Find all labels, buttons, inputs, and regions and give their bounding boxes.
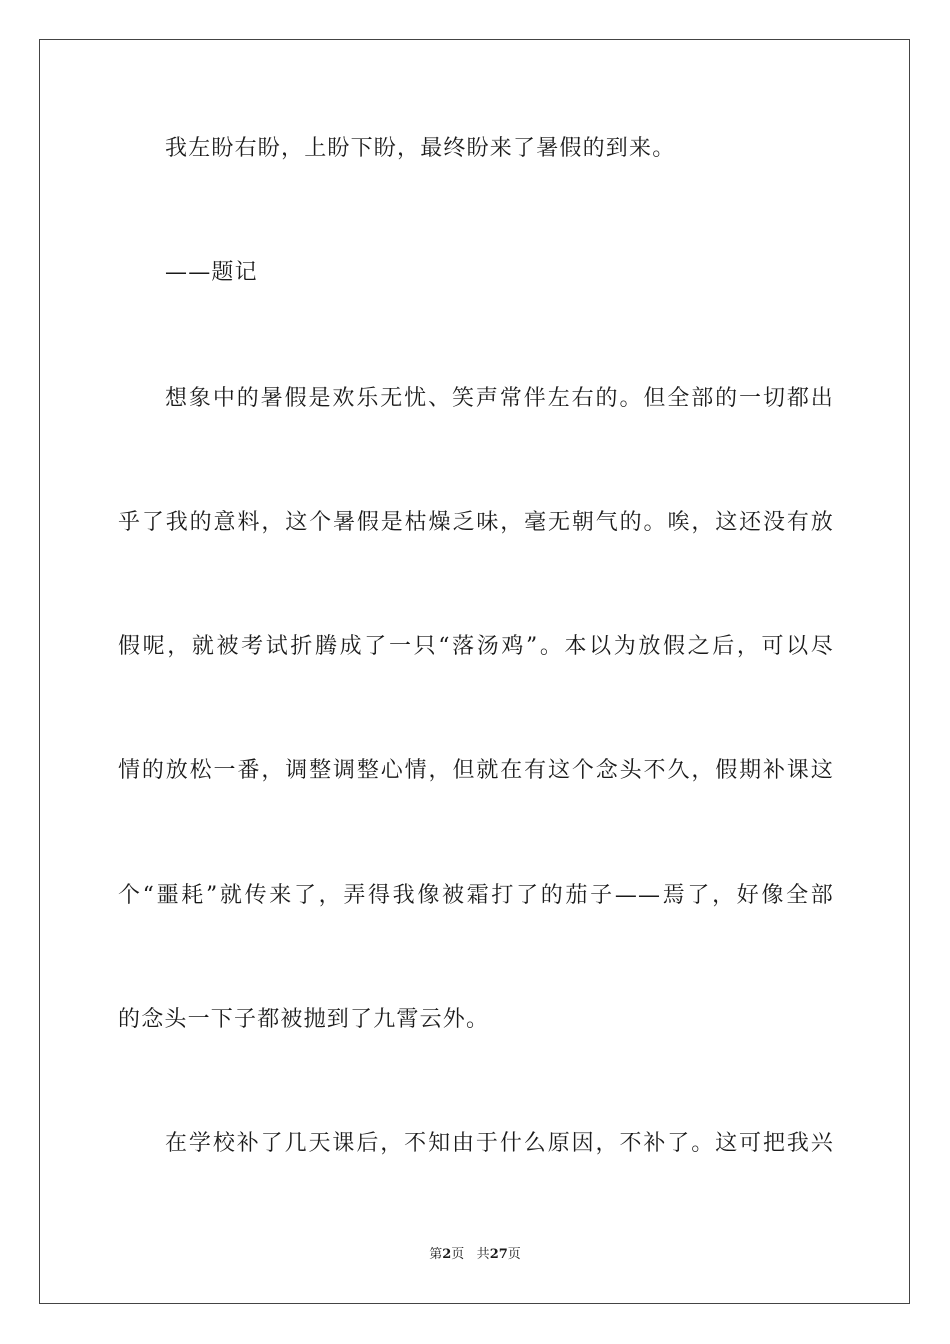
paragraph-line-4: 乎了我的意料，这个暑假是枯燥乏味，毫无朝气的。唉，这还没有放: [118, 510, 834, 535]
paragraph-line-6: 情的放松一番，调整调整心情，但就在有这个念头不久，假期补课这: [118, 758, 834, 783]
paragraph-line-5: 假呢，就被考试折腾成了一只“落汤鸡”。本以为放假之后，可以尽: [118, 634, 834, 659]
paragraph-line-8: 的念头一下子都被抛到了九霄云外。: [118, 1007, 490, 1032]
paragraph-line-1: 我左盼右盼，上盼下盼，最终盼来了暑假的到来。: [165, 136, 676, 161]
page-current: 2: [442, 1247, 452, 1262]
page-total: 27: [489, 1247, 508, 1262]
paragraph-line-2: ——题记: [165, 260, 258, 285]
paragraph-line-9: 在学校补了几天课后，不知由于什么原因，不补了。这可把我兴: [165, 1131, 834, 1156]
total-prefix: 共: [476, 1247, 490, 1262]
page-border: [39, 39, 910, 1304]
total-suffix: 页: [507, 1247, 521, 1262]
paragraph-line-7: 个“噩耗”就传来了，弄得我像被霜打了的茄子——焉了，好像全部: [118, 883, 834, 908]
page-prefix: 第: [429, 1247, 443, 1262]
page-footer: [0, 1246, 950, 1264]
paragraph-line-3: 想象中的暑假是欢乐无忧、笑声常伴左右的。但全部的一切都出: [165, 386, 834, 411]
page-suffix: 页: [451, 1247, 465, 1262]
